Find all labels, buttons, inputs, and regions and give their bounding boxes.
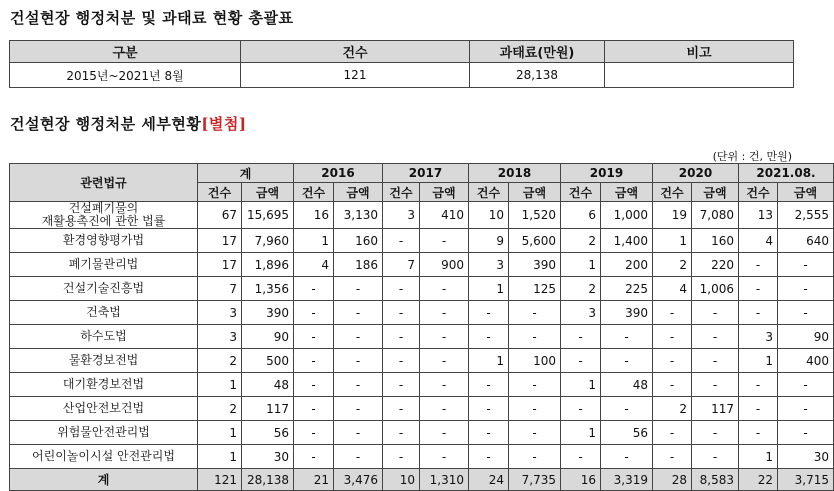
total-amount-cell: 7,735: [509, 469, 561, 491]
amount-cell: 200: [601, 253, 653, 277]
total-amount-cell: 28,138: [242, 469, 294, 491]
amount-cell: -: [334, 373, 383, 397]
amount-cell: 2,555: [778, 202, 834, 229]
count-cell: 7: [198, 277, 242, 301]
count-cell: 4: [653, 277, 692, 301]
amount-cell: -: [601, 325, 653, 349]
count-cell: 2: [198, 397, 242, 421]
count-cell: 3: [739, 325, 778, 349]
amount-cell: 1,400: [601, 229, 653, 253]
count-cell: -: [739, 301, 778, 325]
law-name: [10, 397, 198, 421]
count-cell: 2: [561, 277, 601, 301]
amount-cell: -: [420, 373, 469, 397]
summary-header-row: [10, 41, 794, 63]
amount-cell: -: [334, 301, 383, 325]
year-header-row: [10, 164, 834, 183]
unit-note: (단위 : 건, 만원): [712, 150, 792, 163]
sub-header-count: 건수: [383, 183, 420, 202]
year-header-2016: 2016: [294, 164, 383, 183]
table-row: [10, 445, 834, 469]
table-row: [10, 253, 834, 277]
total-count-cell: 16: [561, 469, 601, 491]
amount-cell: 900: [420, 253, 469, 277]
count-cell: 4: [739, 229, 778, 253]
amount-cell: -: [420, 349, 469, 373]
law-name: [10, 325, 198, 349]
amount-cell: 117: [242, 397, 294, 421]
amount-cell: -: [334, 325, 383, 349]
sub-header-amount: 금액: [778, 183, 834, 202]
amount-cell: -: [692, 325, 739, 349]
summary-note: [605, 63, 794, 88]
amount-cell: 160: [334, 229, 383, 253]
year-header-total: 계: [198, 164, 294, 183]
count-cell: 1: [739, 445, 778, 469]
amount-cell: -: [509, 373, 561, 397]
total-amount-cell: 1,310: [420, 469, 469, 491]
total-row: [10, 469, 834, 491]
amount-cell: 48: [242, 373, 294, 397]
law-name-line: 환경영향평가법: [62, 233, 145, 247]
law-name: [10, 421, 198, 445]
amount-cell: -: [778, 373, 834, 397]
count-cell: 17: [198, 253, 242, 277]
law-name: [10, 229, 198, 253]
law-name-line: 건설폐기물의: [68, 201, 139, 215]
summary-header-category: 구분: [10, 41, 241, 63]
count-cell: 1: [561, 373, 601, 397]
law-name-line: 물환경보전법: [68, 353, 139, 367]
table-row: [10, 397, 834, 421]
amount-cell: 30: [778, 445, 834, 469]
summary-row: [10, 63, 794, 88]
count-cell: 9: [469, 229, 509, 253]
amount-cell: -: [778, 301, 834, 325]
sub-header-count: 건수: [561, 183, 601, 202]
year-header-2019: 2019: [561, 164, 653, 183]
count-cell: -: [383, 229, 420, 253]
count-cell: 1: [198, 373, 242, 397]
law-name-line: 어린이놀이시설 안전관리법: [32, 449, 175, 463]
total-amount-cell: 8,583: [692, 469, 739, 491]
count-cell: -: [561, 325, 601, 349]
law-name: [10, 445, 198, 469]
count-cell: -: [294, 349, 334, 373]
law-name-line: 건축법: [86, 305, 121, 319]
count-cell: -: [294, 397, 334, 421]
amount-cell: 117: [692, 397, 739, 421]
amount-cell: -: [509, 421, 561, 445]
count-cell: -: [294, 325, 334, 349]
law-name: [10, 349, 198, 373]
amount-cell: 640: [778, 229, 834, 253]
amount-cell: 15,695: [242, 202, 294, 229]
amount-cell: 90: [778, 325, 834, 349]
count-cell: -: [294, 373, 334, 397]
count-cell: 1: [739, 349, 778, 373]
summary-period: 2015년~2021년 8월: [10, 63, 241, 88]
detail-title: [10, 113, 247, 134]
summary-count: 121: [241, 63, 470, 88]
sub-header-amount: 금액: [601, 183, 653, 202]
count-cell: 1: [198, 445, 242, 469]
count-cell: 1: [561, 421, 601, 445]
amount-cell: 160: [692, 229, 739, 253]
summary-header-count: 건수: [241, 41, 470, 63]
total-count-cell: 21: [294, 469, 334, 491]
amount-cell: 7,960: [242, 229, 294, 253]
total-count-cell: 10: [383, 469, 420, 491]
amount-cell: 125: [509, 277, 561, 301]
sub-header-amount: 금액: [420, 183, 469, 202]
amount-cell: -: [509, 397, 561, 421]
count-cell: -: [294, 445, 334, 469]
amount-cell: -: [778, 277, 834, 301]
amount-cell: -: [509, 445, 561, 469]
sub-header-count: 건수: [294, 183, 334, 202]
law-name: [10, 253, 198, 277]
count-cell: -: [294, 277, 334, 301]
count-cell: -: [383, 373, 420, 397]
amount-cell: -: [334, 397, 383, 421]
total-amount-cell: 3,319: [601, 469, 653, 491]
count-cell: 3: [561, 301, 601, 325]
amount-cell: -: [334, 421, 383, 445]
table-row: [10, 202, 834, 229]
sub-header-amount: 금액: [692, 183, 739, 202]
amount-cell: 400: [778, 349, 834, 373]
count-cell: -: [383, 301, 420, 325]
total-count-cell: 22: [739, 469, 778, 491]
amount-cell: -: [420, 397, 469, 421]
table-row: [10, 349, 834, 373]
year-header-2021-08: 2021.08.: [739, 164, 834, 183]
law-name-line: 산업안전보건법: [62, 401, 145, 415]
amount-cell: -: [420, 301, 469, 325]
count-cell: -: [739, 253, 778, 277]
amount-cell: 90: [242, 325, 294, 349]
amount-cell: -: [334, 349, 383, 373]
amount-cell: -: [692, 373, 739, 397]
attachment-tag: [별첨]: [201, 115, 247, 133]
count-cell: -: [469, 325, 509, 349]
count-cell: 3: [198, 301, 242, 325]
count-cell: 1: [198, 421, 242, 445]
detail-table: [9, 163, 834, 491]
count-cell: -: [653, 421, 692, 445]
amount-cell: 100: [509, 349, 561, 373]
count-cell: 3: [383, 202, 420, 229]
summary-fine: 28,138: [470, 63, 605, 88]
count-cell: -: [469, 373, 509, 397]
law-header: 관련법규: [10, 164, 198, 202]
amount-cell: 30: [242, 445, 294, 469]
sub-header-count: 건수: [198, 183, 242, 202]
amount-cell: 390: [509, 253, 561, 277]
amount-cell: 56: [601, 421, 653, 445]
detail-body: [10, 202, 834, 469]
amount-cell: -: [778, 253, 834, 277]
table-row: [10, 277, 834, 301]
count-cell: -: [383, 277, 420, 301]
amount-cell: -: [509, 301, 561, 325]
amount-cell: -: [509, 325, 561, 349]
amount-cell: -: [692, 349, 739, 373]
total-amount-cell: 3,715: [778, 469, 834, 491]
amount-cell: -: [692, 421, 739, 445]
summary-header-fine: 과태료(만원): [470, 41, 605, 63]
count-cell: 4: [294, 253, 334, 277]
count-cell: -: [469, 421, 509, 445]
count-cell: -: [653, 445, 692, 469]
count-cell: -: [383, 445, 420, 469]
year-header-2017: 2017: [383, 164, 469, 183]
amount-cell: 1,896: [242, 253, 294, 277]
amount-cell: -: [420, 421, 469, 445]
year-header-2018: 2018: [469, 164, 561, 183]
amount-cell: -: [692, 301, 739, 325]
sub-header-amount: 금액: [242, 183, 294, 202]
summary-title: 건설현장 행정처분 및 과태료 현황 총괄표: [10, 9, 294, 27]
amount-cell: 220: [692, 253, 739, 277]
count-cell: -: [561, 397, 601, 421]
count-cell: -: [653, 373, 692, 397]
amount-cell: 3,130: [334, 202, 383, 229]
amount-cell: 1,000: [601, 202, 653, 229]
year-header-2020: 2020: [653, 164, 739, 183]
table-row: [10, 301, 834, 325]
law-name: [10, 373, 198, 397]
amount-cell: -: [420, 445, 469, 469]
law-name-line: 대기환경보전법: [62, 377, 145, 391]
count-cell: 67: [198, 202, 242, 229]
amount-cell: 225: [601, 277, 653, 301]
amount-cell: -: [334, 445, 383, 469]
count-cell: 1: [561, 253, 601, 277]
law-name-line: 재활용촉진에 관한 법률: [41, 214, 166, 228]
count-cell: 2: [198, 349, 242, 373]
amount-cell: -: [334, 277, 383, 301]
law-name: [10, 202, 198, 229]
count-cell: -: [561, 445, 601, 469]
count-cell: -: [653, 325, 692, 349]
amount-cell: 500: [242, 349, 294, 373]
count-cell: -: [383, 349, 420, 373]
amount-cell: 1,006: [692, 277, 739, 301]
total-count-cell: 28: [653, 469, 692, 491]
total-count-cell: 121: [198, 469, 242, 491]
count-cell: -: [561, 349, 601, 373]
sub-header-count: 건수: [653, 183, 692, 202]
count-cell: 17: [198, 229, 242, 253]
count-cell: -: [653, 301, 692, 325]
sub-header-count: 건수: [469, 183, 509, 202]
amount-cell: -: [692, 445, 739, 469]
count-cell: 7: [383, 253, 420, 277]
amount-cell: -: [420, 229, 469, 253]
count-cell: -: [739, 421, 778, 445]
law-name-line: 하수도법: [80, 329, 127, 343]
count-cell: -: [469, 445, 509, 469]
amount-cell: 56: [242, 421, 294, 445]
total-label: 계: [10, 469, 198, 491]
summary-table: [9, 40, 794, 88]
amount-cell: 7,080: [692, 202, 739, 229]
count-cell: -: [653, 349, 692, 373]
law-name-line: 위험물안전관리법: [57, 425, 150, 439]
count-cell: 10: [469, 202, 509, 229]
sub-header-amount: 금액: [334, 183, 383, 202]
table-row: [10, 373, 834, 397]
amount-cell: -: [420, 277, 469, 301]
count-cell: 2: [653, 253, 692, 277]
count-cell: 3: [198, 325, 242, 349]
count-cell: -: [383, 421, 420, 445]
amount-cell: 390: [242, 301, 294, 325]
count-cell: 1: [294, 229, 334, 253]
law-name-line: 건설기술진흥법: [62, 281, 145, 295]
count-cell: -: [383, 397, 420, 421]
sub-header-count: 건수: [739, 183, 778, 202]
amount-cell: 5,600: [509, 229, 561, 253]
total-amount-cell: 3,476: [334, 469, 383, 491]
summary-header-note: 비고: [605, 41, 794, 63]
total-count-cell: 24: [469, 469, 509, 491]
amount-cell: 48: [601, 373, 653, 397]
count-cell: 2: [653, 397, 692, 421]
table-row: [10, 229, 834, 253]
law-name: [10, 301, 198, 325]
law-name: [10, 277, 198, 301]
count-cell: 1: [469, 349, 509, 373]
count-cell: 1: [469, 277, 509, 301]
amount-cell: -: [778, 397, 834, 421]
count-cell: 1: [653, 229, 692, 253]
amount-cell: 410: [420, 202, 469, 229]
count-cell: 2: [561, 229, 601, 253]
count-cell: 6: [561, 202, 601, 229]
count-cell: -: [739, 277, 778, 301]
count-cell: 19: [653, 202, 692, 229]
amount-cell: 390: [601, 301, 653, 325]
amount-cell: 186: [334, 253, 383, 277]
count-cell: -: [294, 421, 334, 445]
count-cell: -: [739, 397, 778, 421]
amount-cell: 1,520: [509, 202, 561, 229]
amount-cell: -: [778, 421, 834, 445]
law-name-line: 폐기물관리법: [68, 257, 139, 271]
table-row: [10, 325, 834, 349]
count-cell: -: [469, 301, 509, 325]
count-cell: 3: [469, 253, 509, 277]
count-cell: -: [294, 301, 334, 325]
table-row: [10, 421, 834, 445]
amount-cell: -: [420, 325, 469, 349]
count-cell: -: [383, 325, 420, 349]
count-cell: -: [469, 397, 509, 421]
count-cell: -: [739, 373, 778, 397]
amount-cell: -: [601, 397, 653, 421]
amount-cell: 1,356: [242, 277, 294, 301]
amount-cell: -: [601, 445, 653, 469]
count-cell: 16: [294, 202, 334, 229]
count-cell: 13: [739, 202, 778, 229]
amount-cell: -: [601, 349, 653, 373]
detail-title-main: 건설현장 행정처분 세부현황: [10, 115, 202, 133]
sub-header-amount: 금액: [509, 183, 561, 202]
